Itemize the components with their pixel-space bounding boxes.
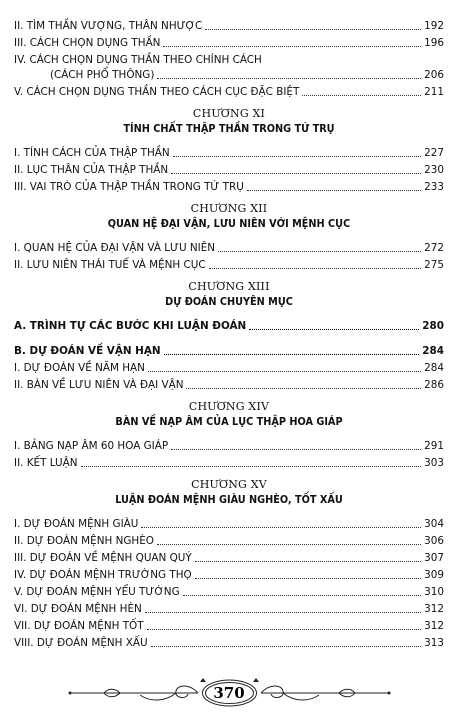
toc-entry-page: 313	[424, 637, 444, 649]
dot-leader	[205, 29, 421, 30]
toc-entry	[14, 341, 444, 358]
toc-entry-page: 312	[424, 620, 444, 632]
toc-entry-label: VIII. DỰ ĐOÁN MỆNH XẤU	[14, 637, 148, 649]
dot-leader	[195, 578, 421, 579]
toc-entry	[14, 82, 444, 99]
toc-entry-label: I. QUAN HỆ CỦA ĐẠI VẬN VÀ LƯU NIÊN	[14, 242, 216, 254]
chapter-heading: CHƯƠNG XIV	[188, 400, 270, 413]
toc-entry-page: 309	[424, 569, 444, 581]
toc-entry-label: II. LƯU NIÊN THÁI TUẾ VÀ MỆNH CỤC	[14, 259, 206, 271]
chapter-heading: CHƯƠNG XII	[190, 202, 268, 215]
toc-entry	[14, 238, 444, 255]
dot-leader	[157, 544, 421, 545]
dot-leader	[195, 561, 421, 562]
dot-leader	[157, 78, 421, 79]
dot-leader	[81, 466, 422, 467]
toc-entry-label: A. TRÌNH TỰ CÁC BƯỚC KHI LUẬN ĐOÁN	[14, 320, 247, 332]
toc-entry-page: 307	[424, 552, 444, 564]
toc-entry	[14, 50, 444, 67]
chapter-heading: CHƯƠNG XV	[191, 478, 267, 491]
toc-entry	[14, 633, 444, 650]
dot-leader	[171, 173, 421, 174]
toc-entry	[14, 177, 444, 194]
toc-entry-label: II. BÀN VỀ LƯU NIÊN VÀ ĐẠI VẬN	[14, 379, 184, 391]
chapter-heading: CHƯƠNG XI	[192, 107, 266, 120]
dot-leader	[247, 190, 421, 191]
chapter-section	[14, 280, 444, 392]
dot-leader	[163, 46, 421, 47]
dot-leader	[164, 354, 420, 355]
toc-entry-page: 275	[424, 259, 444, 271]
dot-leader	[218, 251, 421, 252]
chapter-section	[14, 400, 444, 470]
toc-entry-page: 196	[424, 37, 444, 49]
toc-entry-page: 211	[424, 86, 444, 98]
toc-entry-label: III. DỰ ĐOÁN VỀ MỆNH QUAN QUÝ	[14, 552, 192, 564]
toc-entry-page: 303	[424, 457, 444, 469]
toc-entry-page: 312	[424, 603, 444, 615]
toc-entry-page: 233	[424, 181, 444, 193]
toc-entry-page: 284	[424, 362, 444, 374]
toc-entry-label: I. DỰ ĐOÁN MỆNH GIÀU	[14, 518, 139, 530]
toc-entry-label: II. DỰ ĐOÁN MỆNH NGHÈO	[14, 535, 154, 547]
toc-entry	[14, 599, 444, 616]
toc-entry	[14, 453, 444, 470]
toc-entry-page: 286	[424, 379, 444, 391]
toc-entry	[14, 255, 444, 272]
dot-leader	[183, 595, 422, 596]
toc-entry	[14, 316, 444, 333]
toc-entry	[14, 514, 444, 531]
toc-entry-label: III. VAI TRÒ CỦA THẬP THẦN TRONG TỨ TRỤ	[14, 181, 244, 193]
toc-entry	[14, 582, 444, 599]
chapter-section	[14, 202, 444, 272]
toc-entry-page: 310	[424, 586, 444, 598]
toc-entry	[14, 565, 444, 582]
toc-entry-label: IV. CÁCH CHỌN DỤNG THẦN THEO CHÍNH CÁCH	[14, 54, 262, 66]
chapter-title: QUAN HỆ ĐẠI VẬN, LƯU NIÊN VỚI MỆNH CỤC	[107, 217, 351, 230]
toc-entry	[14, 375, 444, 392]
dot-leader	[147, 629, 422, 630]
toc-entry-page: 304	[424, 518, 444, 530]
dot-leader	[148, 371, 421, 372]
chapter-title: BÀN VỀ NẠP ÂM CỦA LỤC THẬP HOA GIÁP	[115, 415, 343, 428]
toc-entry	[14, 436, 444, 453]
toc-entry-label: II. TÌM THẦN VƯỢNG, THÂN NHƯỢC	[14, 20, 203, 32]
dot-leader	[171, 449, 421, 450]
toc-entry-page: 206	[424, 69, 444, 81]
toc-entry-page: 284	[422, 345, 444, 357]
toc-entry-label: IV. DỰ ĐOÁN MỆNH TRƯỜNG THỌ	[14, 569, 192, 581]
toc-entry-label: VII. DỰ ĐOÁN MỆNH TỐT	[14, 620, 144, 632]
toc-entry-page: 230	[424, 164, 444, 176]
toc-entry	[14, 358, 444, 375]
dot-leader	[302, 95, 421, 96]
dot-leader	[145, 612, 421, 613]
dot-leader	[209, 268, 421, 269]
toc-entry-label: III. CÁCH CHỌN DỤNG THẦN	[14, 37, 161, 49]
toc-entry-label: V. DỰ ĐOÁN MỆNH YỂU TƯỚNG	[14, 586, 180, 598]
toc-entry	[14, 160, 444, 177]
toc-entry-label: I. BẢNG NẠP ÂM 60 HOA GIÁP	[14, 440, 169, 452]
chapter-heading: CHƯƠNG XIII	[188, 280, 270, 293]
dot-leader	[141, 527, 421, 528]
dot-leader	[173, 156, 421, 157]
toc-entry-label: VI. DỰ ĐOÁN MỆNH HÈN	[14, 603, 142, 615]
toc-entry-page: 227	[424, 147, 444, 159]
toc-entry-label: I. DỰ ĐOÁN VỀ NĂM HẠN	[14, 362, 145, 374]
chapter-section	[14, 478, 444, 650]
toc-entry	[14, 616, 444, 633]
toc-entry-label: II. KẾT LUẬN	[14, 457, 78, 469]
toc-entry-continuation	[14, 67, 444, 82]
dot-leader	[151, 646, 422, 647]
table-of-contents	[14, 16, 444, 650]
toc-entry-label: (CÁCH PHỔ THÔNG)	[50, 69, 155, 81]
toc-entry-page: 272	[424, 242, 444, 254]
toc-entry-label: I. TÍNH CÁCH CỦA THẬP THẦN	[14, 147, 170, 159]
toc-entry-page: 280	[422, 320, 444, 332]
chapter-section	[14, 107, 444, 194]
toc-entry	[14, 33, 444, 50]
top-entries	[14, 16, 444, 99]
toc-entry-label: B. DỰ ĐOÁN VỀ VẬN HẠN	[14, 345, 161, 357]
chapter-title: TÍNH CHẤT THẬP THẦN TRONG TỨ TRỤ	[123, 122, 335, 135]
toc-entry-page: 306	[424, 535, 444, 547]
dot-leader	[186, 388, 421, 389]
toc-entry-page: 192	[424, 20, 444, 32]
toc-entry-page: 291	[424, 440, 444, 452]
toc-entry	[14, 16, 444, 33]
chapter-title: DỰ ĐOÁN CHUYÊN MỤC	[165, 295, 293, 308]
page-number: 370	[213, 684, 245, 702]
chapter-title: LUẬN ĐOÁN MỆNH GIÀU NGHÈO, TỐT XẤU	[115, 493, 343, 506]
toc-entry-label: V. CÁCH CHỌN DỤNG THẦN THEO CÁCH CỤC ĐẶC BIỆT	[14, 86, 300, 98]
spacer	[14, 333, 444, 341]
toc-entry	[14, 531, 444, 548]
toc-entry	[14, 143, 444, 160]
page-footer	[0, 674, 459, 714]
dot-leader	[249, 329, 419, 330]
toc-entry-label: II. LỤC THÂN CỦA THẬP THẦN	[14, 164, 169, 176]
toc-entry	[14, 548, 444, 565]
